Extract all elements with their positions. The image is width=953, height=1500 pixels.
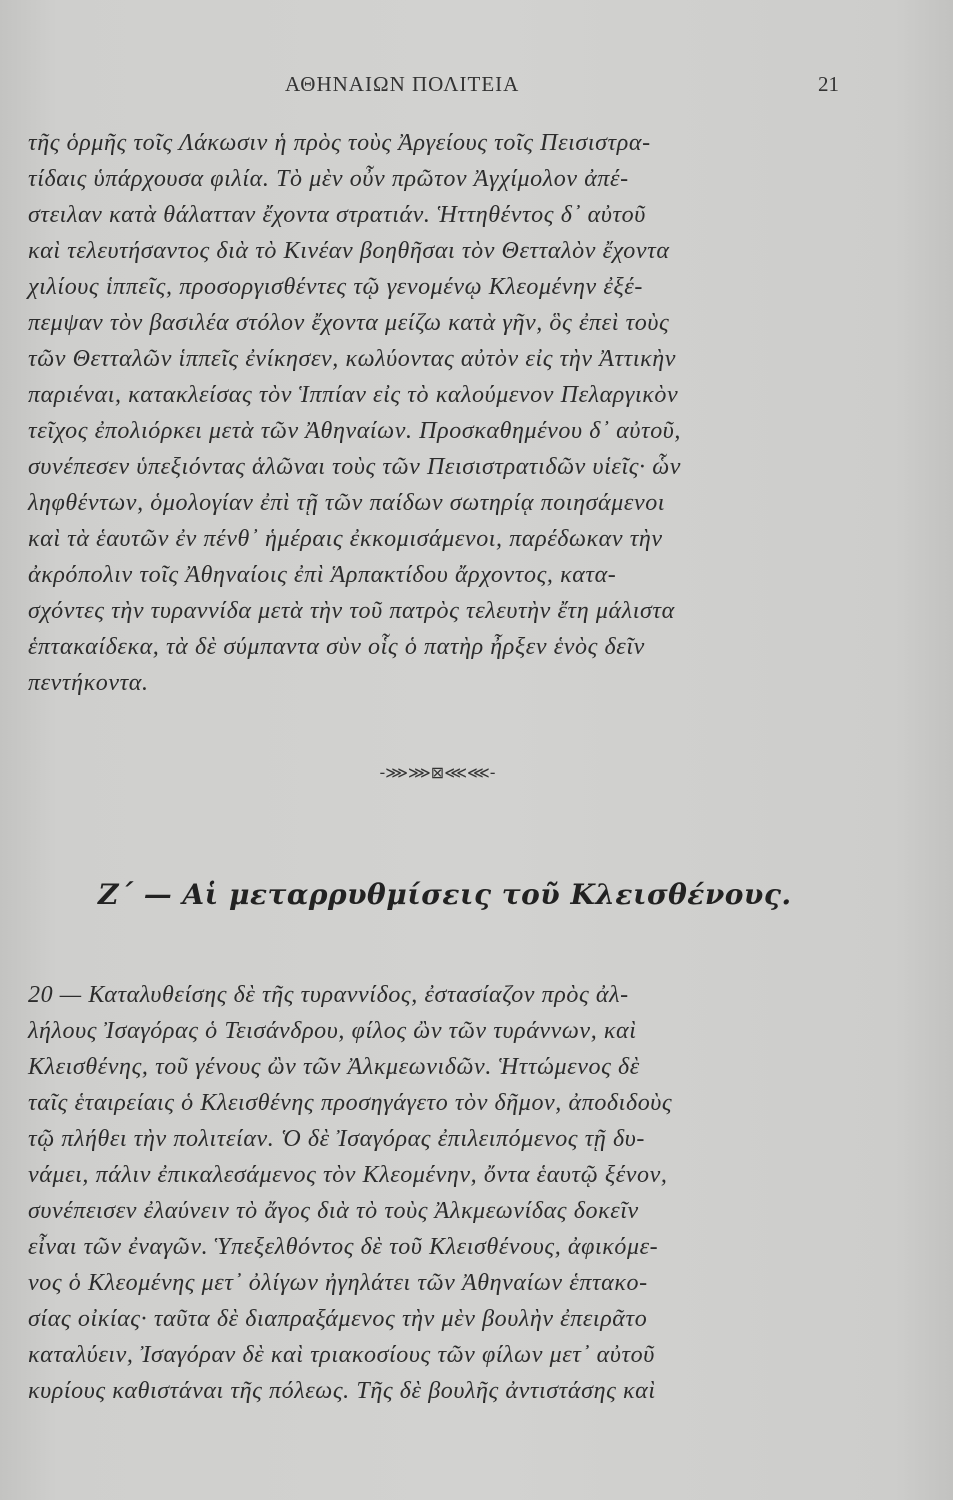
text-line: ἀκρόπολιν τοῖς Ἀθηναίοις ἐπὶ Ἁρπακτίδου ἄρχοντος, κατα- (28, 562, 617, 588)
text-line: τεῖχος ἐπολιόρκει μετὰ τῶν Ἀθηναίων. Προσκαθημένου δ᾽ αὐτοῦ, (28, 418, 682, 444)
text-line: παριέναι, κατακλείσας τὸν Ἱππίαν εἰς τὸ καλούμενον Πελαργικὸν (28, 382, 679, 408)
text-line: συνέπεσεν ὑπεξιόντας ἁλῶναι τοὺς τῶν Πεισιστρατιδῶν υἱεῖς· ὧν (28, 454, 682, 480)
running-head (0, 72, 953, 102)
text-line: τῶν Θετταλῶν ἱππεῖς ἐνίκησεν, κωλύοντας αὐτὸν εἰς τὴν Ἀττικὴν (28, 346, 676, 372)
text-line: καὶ τὰ ἑαυτῶν ἐν πένθ᾽ ἡμέραις ἐκκομισάμενοι, παρέδωκαν τὴν (28, 526, 663, 552)
text-line: εἶναι τῶν ἐναγῶν. Ὑπεξελθόντος δὲ τοῦ Κλεισθένους, ἀφικόμε- (28, 1234, 659, 1260)
page-number: 21 (818, 72, 839, 96)
text-line: ἑπτακαίδεκα, τὰ δὲ σύμπαντα σὺν οἷς ὁ πατὴρ ἦρξεν ἑνὸς δεῖν (28, 634, 645, 660)
text-line: σχόντες τὴν τυραννίδα μετὰ τὴν τοῦ πατρὸς τελευτὴν ἔτη μάλιστα (28, 598, 675, 624)
text-line: ταῖς ἑταιρείαις ὁ Κλεισθένης προσηγάγετο τὸν δῆμον, ἀποδιδοὺς (28, 1090, 673, 1116)
text-line: καταλύειν, Ἰσαγόραν δὲ καὶ τριακοσίους τῶν φίλων μετ᾽ αὐτοῦ (28, 1342, 655, 1368)
text-line: χιλίους ἱππεῖς, προσοργισθέντες τῷ γενομένῳ Κλεομένην ἐξέ- (28, 274, 643, 300)
chapter-heading: Ζ´ — Αἱ μεταρρυθμίσεις τοῦ Κλεισθένους. (98, 878, 792, 911)
text-line: νος ὁ Κλεομένης μετ᾽ ὀλίγων ἠγηλάτει τῶν Ἀθηναίων ἑπτακο- (28, 1270, 648, 1296)
text-line: τίδαις ὑπάρχουσα φιλία. Τὸ μὲν οὖν πρῶτον Ἀγχίμολον ἀπέ- (28, 166, 629, 192)
section-divider-ornament: -⋙⋙⊠⋘⋘- (379, 763, 496, 782)
text-line: πεντήκοντα. (28, 670, 149, 696)
text-line: Κλεισθένης, τοῦ γένους ὢν τῶν Ἀλκμεωνιδῶν. Ἡττώμενος δὲ (28, 1054, 640, 1080)
text-line: τῆς ὁρμῆς τοῖς Λάκωσιν ἡ πρὸς τοὺς Ἀργείους τοῖς Πεισιστρα- (28, 130, 651, 156)
text-line: νάμει, πάλιν ἐπικαλεσάμενος τὸν Κλεομένην, ὄντα ἑαυτῷ ξένον, (28, 1162, 668, 1188)
text-line: καὶ τελευτήσαντος διὰ τὸ Κινέαν βοηθῆσαι τὸν Θετταλὸν ἔχοντα (28, 238, 670, 264)
text-line: σίας οἰκίας· ταῦτα δὲ διαπραξάμενος τὴν μὲν βουλὴν ἐπειρᾶτο (28, 1306, 648, 1332)
text-line: λήλους Ἰσαγόρας ὁ Τεισάνδρου, φίλος ὢν τῶν τυράννων, καὶ (28, 1018, 637, 1044)
text-line: κυρίους καθιστάναι τῆς πόλεως. Τῆς δὲ βουλῆς ἀντιστάσης καὶ (28, 1378, 656, 1404)
text-line: ληφθέντων, ὁμολογίαν ἐπὶ τῇ τῶν παίδων σωτηρίᾳ ποιησάμενοι (28, 490, 666, 516)
text-line: συνέπεισεν ἐλαύνειν τὸ ἄγος διὰ τὸ τοὺς Ἀλκμεωνίδας δοκεῖν (28, 1198, 639, 1224)
text-line: στειλαν κατὰ θάλατταν ἔχοντα στρατιάν. Ἡττηθέντος δ᾽ αὐτοῦ (28, 202, 646, 228)
running-title: ΑΘΗΝΑΙΩΝ ΠΟΛΙΤΕΙΑ (285, 72, 520, 96)
text-line: 20 — Καταλυθείσης δὲ τῆς τυραννίδος, ἐστασίαζον πρὸς ἀλ- (28, 982, 629, 1008)
text-line: πεμψαν τὸν βασιλέα στόλον ἔχοντα μείζω κατὰ γῆν, ὃς ἐπεὶ τοὺς (28, 310, 670, 336)
text-line: τῷ πλήθει τὴν πολιτείαν. Ὁ δὲ Ἰσαγόρας ἐπιλειπόμενος τῇ δυ- (28, 1126, 645, 1152)
